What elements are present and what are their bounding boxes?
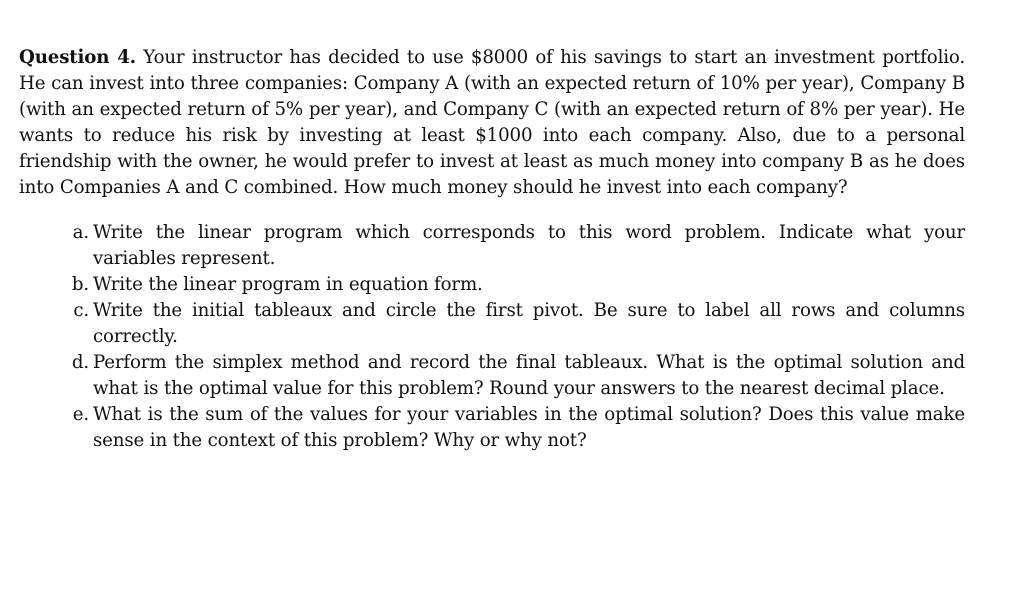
- part-letter: c.: [73, 300, 89, 321]
- document-page: [19, 45, 965, 454]
- part-text: Write the linear program in equation form.: [93, 274, 483, 295]
- question-parts-list: [19, 220, 965, 454]
- list-item: [73, 298, 965, 350]
- question-paragraph: [19, 45, 965, 201]
- question-label: Question 4.: [19, 47, 136, 68]
- list-item: [71, 350, 965, 402]
- question-text: Your instructor has decided to use $8000 of his savings to start an investment portfolio. He can invest into three companies: Company A (with an expected return of 10% per year), Company B (with an expected return of 5% per year), and Company C (with an expected return of 8% per year). He wants to reduce his risk by investing at least $1000 into each company. Also, due to a personal friendship with the owner, he would prefer to invest at least as much money into company B as he does into Companies A and C combined. How much money should he invest into each company?: [19, 47, 966, 198]
- part-text: Write the linear program which corresponds to this word problem. Indicate what your variables represent.: [93, 222, 965, 269]
- list-item: [72, 402, 965, 454]
- part-text: Perform the simplex method and record the final tableaux. What is the optimal solution and what is the optimal value for this problem? Round your answers to the nearest decimal place.: [93, 352, 965, 399]
- part-text: What is the sum of the values for your variables in the optimal solution? Does this value make sense in the context of this problem? Why or why not?: [93, 404, 965, 451]
- part-letter: b.: [71, 274, 89, 295]
- part-text: Write the initial tableaux and circle the first pivot. Be sure to label all rows and columns correctly.: [93, 300, 965, 347]
- part-letter: e.: [72, 404, 89, 425]
- part-letter: d.: [71, 352, 89, 373]
- list-item: [72, 220, 965, 272]
- list-item: [71, 272, 965, 298]
- part-letter: a.: [72, 222, 89, 243]
